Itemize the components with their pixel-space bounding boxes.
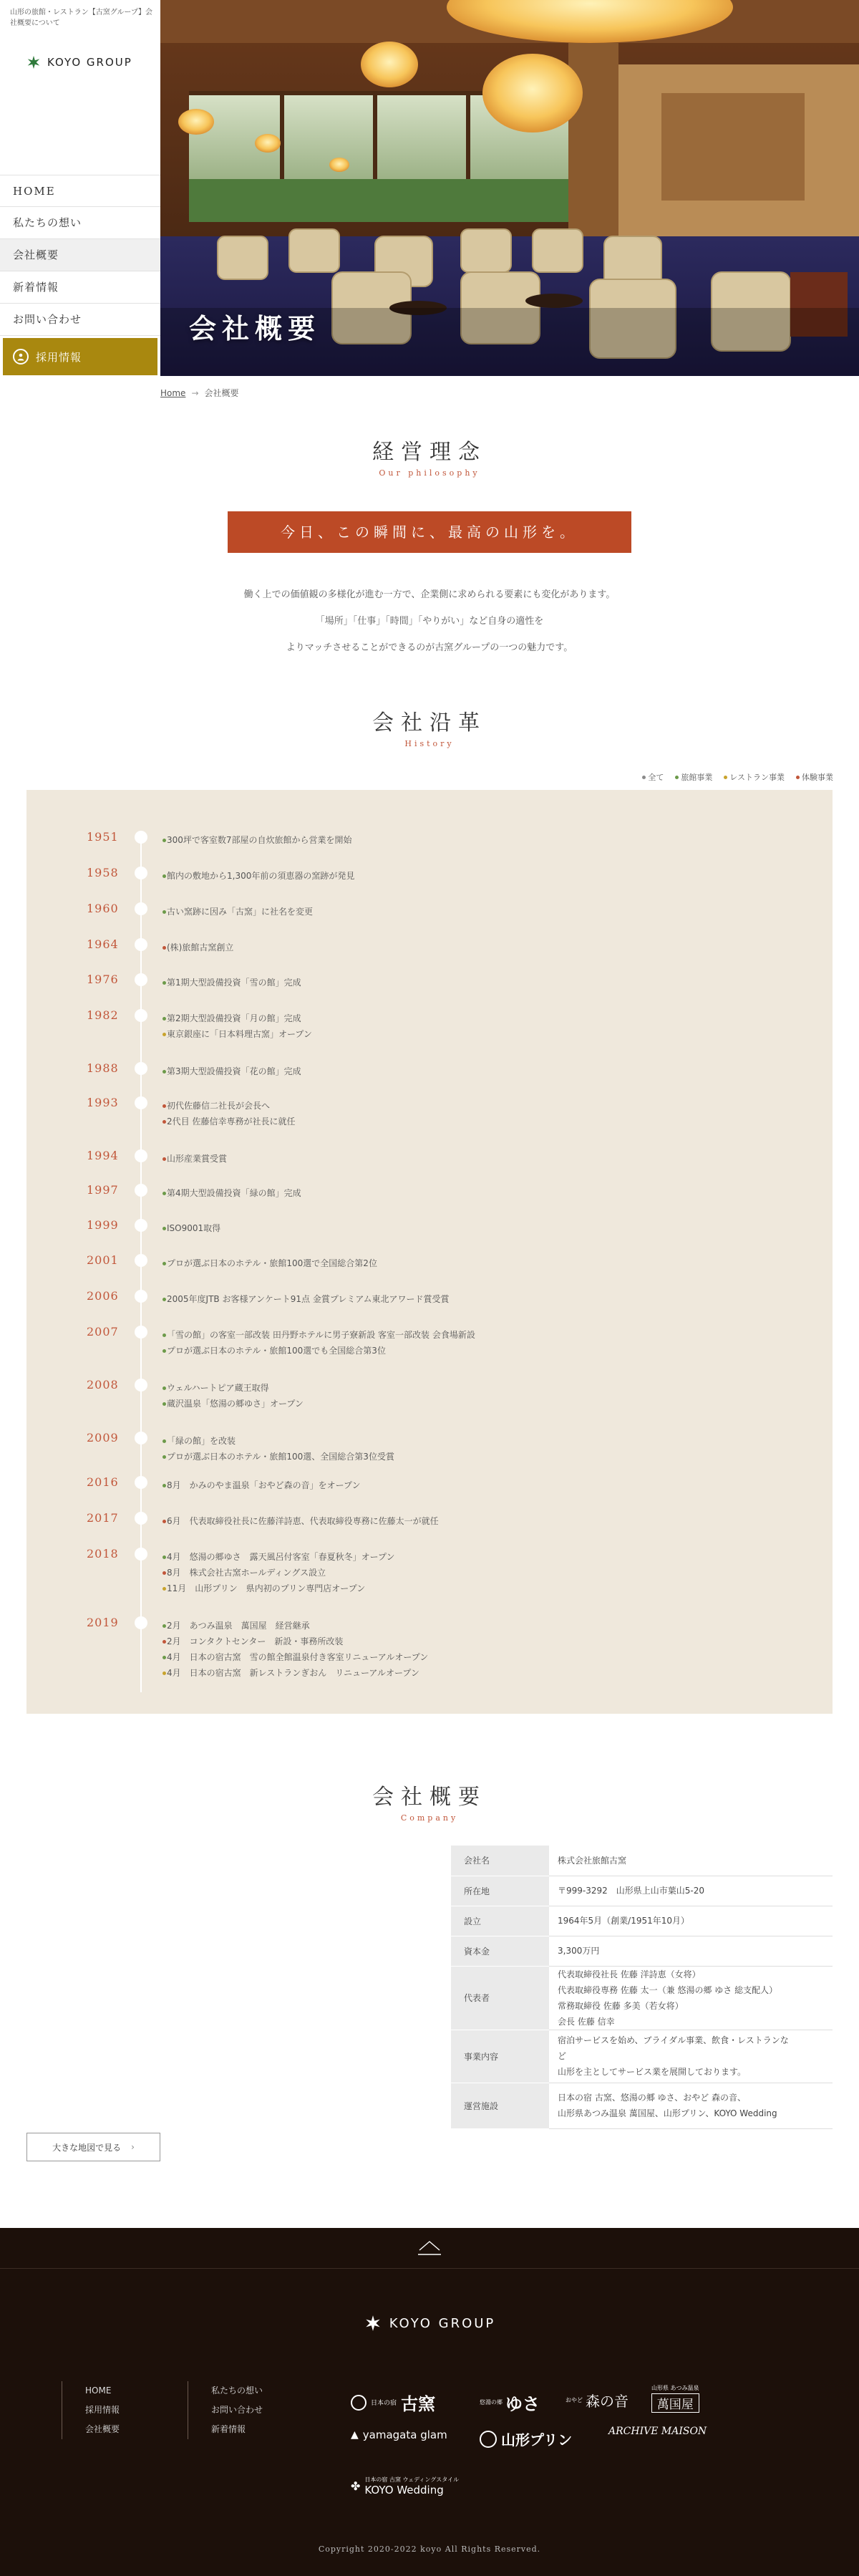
company-info-line: 常務取締役 佐藤 多美（若女将） <box>558 2000 684 2011</box>
history-filter-label: 全て <box>648 773 664 782</box>
philosophy-line: 「場所」「仕事」「時間」「やりがい」など自身の適性を <box>315 616 544 627</box>
history-event <box>162 940 233 955</box>
brand-bankokuya-main: 萬国屋 <box>651 2393 699 2413</box>
history-event <box>162 1380 304 1396</box>
timeline-node-icon <box>135 973 147 986</box>
brand-koyo-main: 古窯 <box>401 2393 436 2414</box>
brand-pudding-logo[interactable] <box>480 2428 572 2449</box>
timeline-node-icon <box>135 1476 147 1489</box>
glam-mark-icon: ▲ <box>351 2429 359 2441</box>
brand-wedding-logo[interactable] <box>351 2476 459 2497</box>
history-year: 1960 <box>87 902 119 915</box>
history-event-text: 2月 コンタクトセンター 新設・事務所改装 <box>167 1636 344 1646</box>
company-info-value <box>549 1876 833 1906</box>
filter-dot-icon <box>796 776 800 779</box>
timeline-node-icon <box>135 1290 147 1303</box>
company-info-line: 3,300万円 <box>558 1946 600 1956</box>
history-event-text: 8月 かみのやま温泉「おやど森の音」をオープン <box>167 1480 361 1490</box>
history-event-text: ウェルハートピア蔵王取得 <box>167 1383 269 1393</box>
history-year: 2008 <box>87 1378 119 1391</box>
category-dot-icon <box>162 1120 166 1124</box>
history-year: 2016 <box>87 1475 119 1489</box>
brand-yusa-small: 悠湯の郷 <box>480 2399 503 2406</box>
history-event-text: 2月 あつみ温泉 萬国屋 経営継承 <box>167 1621 310 1631</box>
back-to-top-button[interactable] <box>0 2228 859 2269</box>
company-info-row <box>451 1846 833 1876</box>
timeline-node-icon <box>135 1149 147 1162</box>
history-event-text: 2代目 佐藤信幸専務が社長に就任 <box>167 1116 296 1127</box>
history-filter-1[interactable] <box>675 771 712 783</box>
history-event-text: 東京銀座に「日本料理古窯」オープン <box>167 1029 312 1039</box>
chevron-right-icon: › <box>131 2142 135 2152</box>
timeline-node-icon <box>135 1616 147 1629</box>
history-event-text: 4月 悠湯の郷ゆさ 露天風呂付客室「春夏秋冬」オープン <box>167 1552 395 1562</box>
category-dot-icon <box>162 1571 166 1575</box>
history-event-text: 第2期大型設備投資「月の館」完成 <box>167 1013 301 1023</box>
nav-company-profile[interactable]: 会社概要 <box>0 239 160 271</box>
page-title: 会社概要 <box>189 312 321 344</box>
history-events <box>162 1477 361 1493</box>
hero-banner <box>160 0 859 376</box>
category-dot-icon <box>162 874 166 878</box>
history-event <box>162 1063 301 1079</box>
filter-dot-icon <box>642 776 646 779</box>
brand-glam-logo[interactable] <box>351 2428 447 2441</box>
history-event <box>162 832 352 848</box>
history-events <box>162 1220 220 1236</box>
history-event <box>162 1010 312 1026</box>
company-info-row <box>451 1936 833 1966</box>
company-info-value <box>549 2083 833 2128</box>
category-dot-icon <box>162 1333 166 1337</box>
philosophy-motto: 今日、この瞬間に、最高の山形を。 <box>228 511 631 553</box>
company-heading-jp: 会社概要 <box>372 1785 487 1810</box>
filter-dot-icon <box>724 776 727 779</box>
philosophy-text <box>0 582 859 661</box>
nav-our-thoughts[interactable]: 私たちの想い <box>0 207 160 239</box>
history-events <box>162 1549 395 1596</box>
filter-dot-icon <box>675 776 679 779</box>
timeline-node-icon <box>135 831 147 844</box>
category-dot-icon <box>162 1455 166 1459</box>
category-dot-icon <box>162 1671 166 1675</box>
category-dot-icon <box>162 1157 166 1161</box>
history-event-text: 山形産業賞受賞 <box>167 1154 228 1164</box>
history-events <box>162 1618 428 1681</box>
brand-morinooto-small: おやど <box>566 2397 583 2403</box>
history-year: 2017 <box>87 1511 119 1525</box>
category-dot-icon <box>162 1070 166 1074</box>
footer-link-our-thoughts[interactable]: 私たちの想い <box>211 2386 263 2396</box>
brand-wedding-main: KOYO Wedding <box>364 2484 444 2497</box>
history-events <box>162 868 354 884</box>
company-info-line: 会長 佐藤 信幸 <box>558 2016 615 2027</box>
history-event-text: プロが選ぶ日本のホテル・旅館100選、全国総合第3位受賞 <box>167 1452 394 1462</box>
person-icon <box>13 349 29 365</box>
history-event <box>162 1343 475 1359</box>
sidebar <box>0 0 160 376</box>
company-info-row <box>451 2083 833 2128</box>
nav-recruit-button[interactable] <box>3 338 157 375</box>
category-dot-icon <box>162 946 166 950</box>
timeline-node-icon <box>135 1184 147 1197</box>
company-info-label: 資本金 <box>451 1936 549 1966</box>
history-event-text: 第1期大型設備投資「雪の館」完成 <box>167 978 301 988</box>
company-heading <box>0 1779 859 1823</box>
footer-nav-left <box>62 2381 120 2439</box>
company-info-label: 所在地 <box>451 1876 549 1906</box>
history-event-text: 11月 山形プリン 県内初のプリン専門店オープン <box>167 1583 366 1593</box>
leaf-logo-icon <box>26 54 42 70</box>
company-info-line: 代表取締役専務 佐藤 太一（兼 悠湯の郷 ゆさ 総支配人） <box>558 1984 778 1995</box>
footer-link-company[interactable]: 会社概要 <box>85 2424 120 2434</box>
history-event-text: 館内の敷地から1,300年前の須恵器の窯跡が発見 <box>167 871 355 881</box>
copyright: Copyright 2020-2022 koyo All Rights Reserved. <box>318 2544 541 2554</box>
history-filter-3[interactable] <box>796 771 833 783</box>
brand-pudding-text: 山形プリン <box>501 2431 573 2449</box>
brand-bankokuya-logo[interactable] <box>651 2384 699 2413</box>
history-event <box>162 1327 475 1343</box>
timeline-node-icon <box>135 1326 147 1338</box>
history-year: 2006 <box>87 1289 119 1303</box>
category-dot-icon <box>162 1104 166 1108</box>
site-logo[interactable] <box>26 54 132 70</box>
brand-koyo-logo[interactable] <box>351 2390 435 2415</box>
philosophy-heading <box>0 434 859 478</box>
brand-koyo-small: 日本の宿 <box>371 2400 397 2407</box>
category-dot-icon <box>162 1640 166 1644</box>
nav-contact[interactable]: お問い合わせ <box>0 304 160 336</box>
history-event-text: 蔵沢温泉「悠湯の郷ゆさ」オープン <box>167 1399 304 1409</box>
history-event <box>162 1185 301 1201</box>
company-heading-en: Company <box>400 1813 459 1823</box>
history-heading <box>0 705 859 748</box>
history-event <box>162 1396 304 1412</box>
timeline-node-icon <box>135 867 147 879</box>
history-events <box>162 1291 450 1307</box>
breadcrumb-separator: → <box>191 388 199 398</box>
history-event <box>162 1477 361 1493</box>
history-event <box>162 1114 295 1129</box>
category-dot-icon <box>162 1033 166 1036</box>
history-event <box>162 1549 395 1565</box>
history-event <box>162 1151 227 1167</box>
company-info-value <box>549 1846 833 1876</box>
company-info-table <box>451 1846 833 2129</box>
company-info-row <box>451 1876 833 1906</box>
footer-nav-right <box>188 2381 263 2439</box>
nav-home[interactable]: HOME <box>0 175 160 207</box>
history-event <box>162 1618 428 1634</box>
pudding-crest-icon <box>480 2431 497 2448</box>
history-year: 2018 <box>87 1547 119 1560</box>
footer-logo[interactable] <box>0 2314 859 2333</box>
history-events <box>162 1513 439 1529</box>
company-info-label: 事業内容 <box>451 2030 549 2083</box>
timeline-node-icon <box>135 1062 147 1075</box>
category-dot-icon <box>162 1192 166 1195</box>
koyo-crest-icon <box>351 2395 367 2411</box>
category-dot-icon <box>162 981 166 985</box>
category-dot-icon <box>162 1017 166 1021</box>
history-filter-label: 旅館事業 <box>681 773 713 782</box>
site-footer <box>0 2228 859 2576</box>
category-dot-icon <box>162 1439 166 1443</box>
history-events <box>162 1433 394 1465</box>
wedding-leaf-icon: ✤ <box>351 2479 361 2493</box>
nav-recruit-label: 採用情報 <box>36 350 82 364</box>
history-event-text: 4月 日本の宿古窯 新レストランぎおん リニューアルオープン <box>167 1668 419 1678</box>
history-year: 1958 <box>87 866 119 879</box>
history-event-text: 「緑の館」を改装 <box>167 1436 236 1446</box>
company-info-line: 株式会社旅館古窯 <box>558 1855 627 1866</box>
brand-wedding-small: 日本の宿 古窯 ウェディングスタイル <box>364 2476 460 2483</box>
leaf-logo-icon <box>364 2314 382 2333</box>
history-heading-jp: 会社沿革 <box>372 710 487 735</box>
company-info-label: 設立 <box>451 1906 549 1936</box>
breadcrumb-current: 会社概要 <box>204 388 239 398</box>
company-info-line: 代表取締役社長 佐藤 洋詩恵（女将） <box>558 1969 701 1979</box>
company-info-label: 会社名 <box>451 1846 549 1876</box>
history-year: 1951 <box>87 830 119 844</box>
company-info-line: 〒999-3292 山形県上山市葉山5-20 <box>558 1886 705 1896</box>
category-dot-icon <box>162 1520 166 1523</box>
timeline-node-icon <box>135 1009 147 1022</box>
history-event-text: 2005年度JTB お客様アンケート91点 金賞プレミアム東北アワード賞受賞 <box>167 1294 450 1304</box>
history-year: 1994 <box>87 1149 119 1162</box>
history-year: 1976 <box>87 973 119 986</box>
timeline-node-icon <box>135 902 147 915</box>
breadcrumb-home-link[interactable]: Home <box>160 388 186 398</box>
company-info-value <box>549 1906 833 1936</box>
history-event-text: 古い窯跡に因み「古窯」に社名を変更 <box>167 907 314 917</box>
history-filter-0[interactable] <box>642 771 664 783</box>
history-year: 2019 <box>87 1616 119 1629</box>
history-event-text: 8月 株式会社古窯ホールディングス設立 <box>167 1568 326 1578</box>
company-info-line: 1964年5月（創業/1951年10月） <box>558 1916 690 1926</box>
category-dot-icon <box>162 839 166 842</box>
company-info-value <box>549 1966 833 2030</box>
chevron-up-icon <box>415 2237 444 2259</box>
brand-morinooto-main: 森の音 <box>586 2393 629 2410</box>
history-filter-legend <box>642 771 833 783</box>
timeline-node-icon <box>135 938 147 951</box>
history-event-text: 「雪の館」の客室一部改装 田丹野ホテルに男子寮新設 客室一部改装 会食場新設 <box>167 1330 475 1340</box>
history-events <box>162 1010 312 1042</box>
history-event-text: 初代佐藤信二社長が会長へ <box>167 1101 271 1111</box>
company-info-line: ど <box>558 2051 567 2061</box>
company-info-line: 宿泊サービスを始め、ブライダル事業、飲食・レストランな <box>558 2035 789 2045</box>
category-dot-icon <box>162 910 166 914</box>
history-event-text: ISO9001取得 <box>167 1223 221 1233</box>
category-dot-icon <box>162 1298 166 1301</box>
company-info-row <box>451 1906 833 1936</box>
timeline-node-icon <box>135 1219 147 1232</box>
history-year: 1997 <box>87 1183 119 1197</box>
history-event-text: プロが選ぶ日本のホテル・旅館100選で全国総合第2位 <box>167 1258 377 1268</box>
history-event-text: (株)旅館古窯創立 <box>167 942 234 952</box>
history-events <box>162 1185 301 1201</box>
category-dot-icon <box>162 1349 166 1353</box>
category-dot-icon <box>162 1484 166 1487</box>
history-filter-label: 体験事業 <box>802 773 833 782</box>
breadcrumb <box>160 387 239 399</box>
history-events <box>162 832 352 848</box>
footer-link-news[interactable]: 新着情報 <box>211 2424 246 2434</box>
history-event <box>162 868 354 884</box>
brand-glam-text: yamagata glam <box>362 2428 447 2441</box>
brand-script-text: ARCHIVE MAISON <box>608 2426 707 2437</box>
history-event-text: プロが選ぶ日本のホテル・旅館100選でも全国総合第3位 <box>167 1346 386 1356</box>
philosophy-line: 働く上での価値観の多様化が進む一方で、企業側に求められる要素にも変化があります。 <box>243 589 616 600</box>
history-event <box>162 1026 312 1042</box>
footer-logo-text: KOYO GROUP <box>389 2315 496 2331</box>
company-info-label: 代表者 <box>451 1966 549 2030</box>
history-events <box>162 1098 295 1129</box>
philosophy-heading-en: Our philosophy <box>379 468 480 478</box>
logo-text: KOYO GROUP <box>47 56 132 69</box>
history-event-text: 4月 日本の宿古窯 雪の館全館温泉付き客室リニューアルオープン <box>167 1652 429 1662</box>
history-event <box>162 975 301 990</box>
philosophy-heading-jp: 経営理念 <box>372 440 487 465</box>
history-year: 2009 <box>87 1431 119 1444</box>
history-year: 1982 <box>87 1008 119 1022</box>
category-dot-icon <box>162 1656 166 1659</box>
philosophy-line: よりマッチさせることができるのが古窯グループの一つの魅力です。 <box>286 642 573 653</box>
category-dot-icon <box>162 1262 166 1265</box>
history-event <box>162 1665 428 1681</box>
history-heading-en: History <box>404 739 455 748</box>
company-info-value <box>549 2030 833 2083</box>
history-events <box>162 904 313 920</box>
history-event <box>162 1634 428 1649</box>
history-event <box>162 1433 394 1449</box>
history-events <box>162 1327 475 1359</box>
history-event <box>162 1098 295 1114</box>
history-events <box>162 975 301 990</box>
history-year: 1964 <box>87 937 119 951</box>
category-dot-icon <box>162 1402 166 1406</box>
history-event <box>162 1581 395 1596</box>
history-filter-label: レストラン事業 <box>729 773 785 782</box>
category-dot-icon <box>162 1386 166 1390</box>
brand-morinooto-logo[interactable] <box>566 2390 629 2411</box>
view-large-map-button[interactable] <box>26 2133 160 2161</box>
timeline-node-icon <box>135 1254 147 1267</box>
company-info-line: 山形を主としてサービス業を展開しております。 <box>558 2067 747 2077</box>
company-info-line: 山形県あつみ温泉 萬国屋、山形プリン、KOYO Wedding <box>558 2108 777 2118</box>
view-large-map-label: 大きな地図で見る <box>52 2142 122 2153</box>
history-events <box>162 1255 377 1271</box>
nav-news[interactable]: 新着情報 <box>0 271 160 304</box>
history-events <box>162 1063 301 1079</box>
timeline-node-icon <box>135 1512 147 1525</box>
history-event <box>162 1291 450 1307</box>
site-tagline: 山形の旅館・レストラン【古窯グループ】会社概要について <box>10 9 152 27</box>
company-info-value <box>549 1936 833 1966</box>
timeline-node-icon <box>135 1096 147 1109</box>
history-event-text: 300坪で客室数7部屋の自炊旅館から営業を開始 <box>167 835 352 845</box>
company-info-line: 日本の宿 古窯、悠湯の郷 ゆさ、おやど 森の音、 <box>558 2093 746 2103</box>
brand-bankokuya-small: 山形県 あつみ温泉 <box>651 2385 699 2391</box>
history-filter-2[interactable] <box>724 771 785 783</box>
history-year: 1999 <box>87 1218 119 1232</box>
history-event <box>162 1255 377 1271</box>
history-events <box>162 1380 304 1412</box>
history-event <box>162 904 313 920</box>
history-events <box>162 940 233 955</box>
company-info-row <box>451 2030 833 2083</box>
history-year: 1988 <box>87 1061 119 1075</box>
history-event <box>162 1513 439 1529</box>
company-info-row <box>451 1966 833 2030</box>
brand-script-logo[interactable] <box>608 2426 707 2437</box>
category-dot-icon <box>162 1624 166 1628</box>
brand-yusa-logo[interactable] <box>480 2390 540 2415</box>
history-year: 2001 <box>87 1253 119 1267</box>
company-info-label: 運営施設 <box>451 2083 549 2128</box>
category-dot-icon <box>162 1227 166 1230</box>
history-year: 1993 <box>87 1096 119 1109</box>
history-event <box>162 1220 220 1236</box>
history-event <box>162 1449 394 1465</box>
category-dot-icon <box>162 1555 166 1559</box>
history-event <box>162 1649 428 1665</box>
timeline-node-icon <box>135 1379 147 1391</box>
history-year: 2007 <box>87 1325 119 1338</box>
timeline-node-icon <box>135 1432 147 1444</box>
footer-link-home[interactable]: HOME <box>85 2386 112 2396</box>
brand-yusa-main: ゆさ <box>505 2393 540 2414</box>
timeline-node-icon <box>135 1548 147 1560</box>
history-event-text: 第3期大型設備投資「花の館」完成 <box>167 1066 301 1076</box>
category-dot-icon <box>162 1587 166 1591</box>
history-event-text: 第4期大型設備投資「緑の館」完成 <box>167 1188 301 1198</box>
footer-link-contact[interactable]: お問い合わせ <box>211 2405 263 2415</box>
history-events <box>162 1151 227 1167</box>
history-timeline-panel <box>26 790 833 1714</box>
footer-link-recruit[interactable]: 採用情報 <box>85 2405 120 2415</box>
main-nav <box>0 175 160 375</box>
history-event-text: 6月 代表取締役社長に佐藤洋詩恵、代表取締役専務に佐藤太一が就任 <box>167 1516 439 1526</box>
history-event <box>162 1565 395 1581</box>
